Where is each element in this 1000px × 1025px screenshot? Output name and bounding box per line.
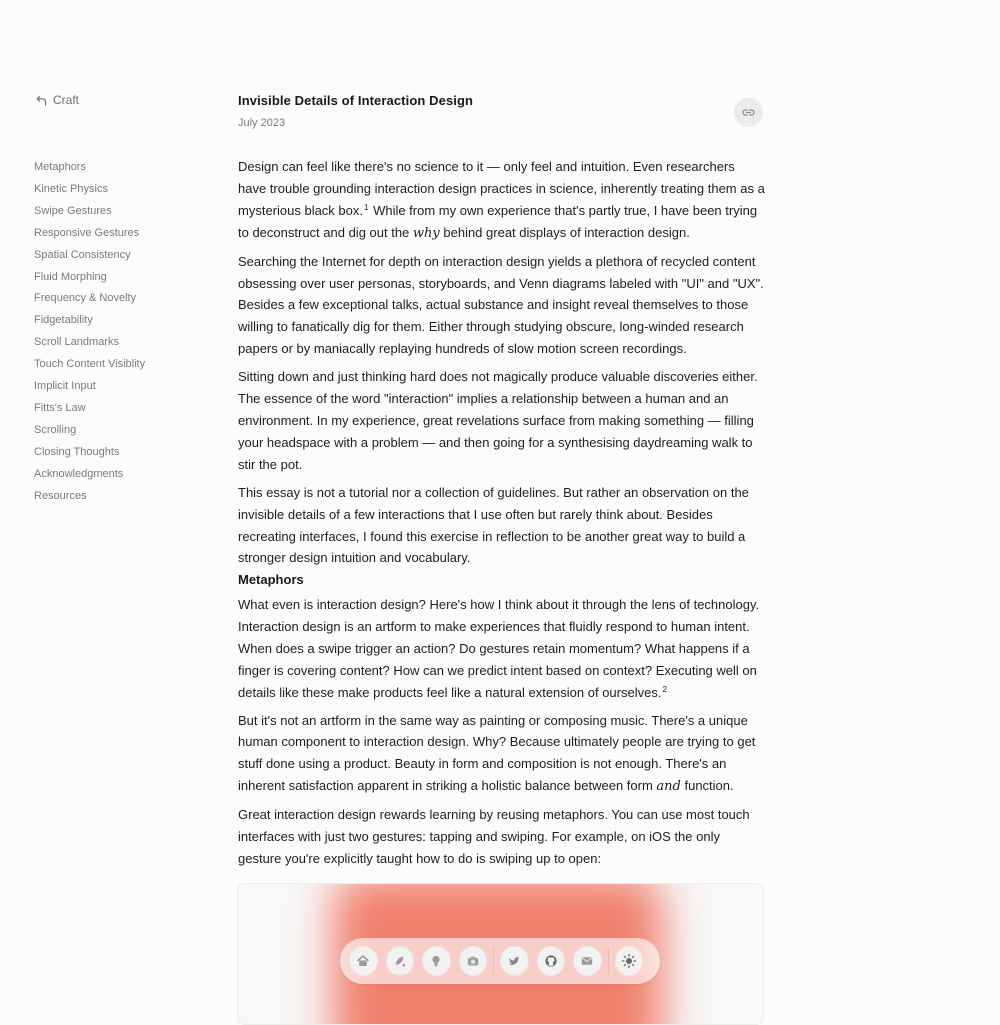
dock-home-button[interactable] [349,946,378,976]
lightbulb-icon [429,954,443,968]
back-link-craft[interactable] [36,93,79,107]
toc-item-swipe-gestures[interactable]: Swipe Gestures [34,204,112,217]
dock-separator [493,948,494,974]
return-arrow-icon [36,95,47,106]
intro-p1-text-b: While from my own experience that's partly true, I have been trying to deconstruct and dig out the [238,202,758,240]
intro-paragraph-2: Searching the Internet for depth on interaction design yields a plethora of recycled content obsessing over user personas, storyboards, and Venn diagrams labeled with "UI" and "UX". Besides a few exceptional talks, actual substance and insight reveal themselves to those willing to fanatically dig for them. Either through studying obscure, long-winded research papers or by maniacally replaying hundreds of slow motion screen recordings. [238,253,764,357]
github-icon [544,954,558,968]
intro-p1-text-c: behind great displays of interaction design. [439,224,690,240]
intro-paragraph-1 [238,156,765,245]
intro-p1-emphasis: why [412,225,440,241]
dock-theme-toggle[interactable] [615,946,644,976]
back-link-label: Craft [53,93,80,107]
metaphors-paragraph-1 [238,594,765,704]
dock-writing-button[interactable] [386,946,415,976]
pen-icon [393,954,407,968]
toc-item-implicit-input[interactable]: Implicit Input [34,380,96,393]
toc-item-frequency-novelty[interactable]: Frequency & Novelty [34,292,137,305]
dock-bar [340,938,660,984]
page-title: Invisible Details of Interaction Design [238,93,474,108]
toc-item-scrolling[interactable]: Scrolling [34,423,77,436]
metaphors-p2-text-a: But it's not an artform in the same way as painting or composing music. There's a unique human component to interaction design. Why? Because ultimately people are trying to get stuff done using a product. Beauty in form and composition is not enough. There's an inherent satisfaction apparent in striking a holistic balance between form [238,712,756,794]
toc-item-touch-content-visibility[interactable]: Touch Content Visiblity [34,358,146,371]
metaphors-paragraph-2 [238,710,765,799]
section-heading-metaphors: Metaphors [238,572,304,587]
toc-item-fluid-morphing[interactable]: Fluid Morphing [34,270,107,283]
footnote-ref-1[interactable]: 1 [364,202,369,212]
link-icon [741,105,756,120]
intro-paragraph-4: This essay is not a tutorial nor a collection of guidelines. But rather an observation on the invisible details of a few interactions that I use often but rarely think about. Besides recreating interfaces, I found this exercise in reflection to be another great way to build a stronger design intuition and vocabulary. [238,484,749,566]
dock-email-button[interactable] [573,946,602,976]
toc-item-acknowledgments[interactable]: Acknowledgments [34,467,124,480]
intro-p1-text-a: Design can feel like there's no science to it — only feel and intuition. Even researchers have trouble grounding interaction design practices in science, inherently treating them as a mysterious black box. [238,159,765,218]
metaphors-section [238,594,765,876]
dock-github-button[interactable] [537,946,566,976]
dock-photos-button[interactable] [459,946,488,976]
dock-twitter-button[interactable] [500,946,529,976]
demo-card [237,883,764,1025]
table-of-contents [34,157,145,508]
dock-separator-2 [608,948,609,974]
home-icon [356,954,370,968]
toc-item-fitts-law[interactable]: Fitts's Law [34,401,86,414]
toc-item-resources[interactable]: Resources [34,489,87,502]
article-intro [238,156,765,575]
article-header [238,90,763,133]
mail-icon [580,954,594,968]
copy-link-button[interactable] [734,98,763,127]
toc-item-responsive-gestures[interactable]: Responsive Gestures [34,226,140,239]
metaphors-p2-text-b: function. [680,778,734,794]
sun-icon [621,953,637,969]
publish-date: July 2023 [238,117,286,129]
dock-ideas-button[interactable] [422,946,451,976]
footnote-ref-2[interactable]: 2 [662,684,667,694]
toc-item-closing-thoughts[interactable]: Closing Thoughts [34,445,120,458]
intro-paragraph-3: Sitting down and just thinking hard does not magically produce valuable discoveries either. The essence of the word "interaction" implies a relationship between a human and an environment. In my experience, great revelations surface from making something — filling your headspace with a problem — and then going for a synthesising daydreaming walk to stir the pot. [238,369,758,472]
metaphors-p1-text: What even is interaction design? Here's how I think about it through the lens of technology. Interaction design is an artform to make experiences that fluidly respond to human intent. When does a swipe trigger an action? Do gestures retain momentum? What happens if a finger is covering content? How can we predict intent based on context? Executing well on details like these make products feel like a natural extension of ourselves. [238,597,760,700]
twitter-icon [507,954,521,968]
toc-item-kinetic-physics[interactable]: Kinetic Physics [34,182,108,195]
metaphors-p2-emphasis: and [656,779,681,795]
toc-item-metaphors[interactable]: Metaphors [34,161,86,173]
toc-item-spatial-consistency[interactable]: Spatial Consistency [34,248,131,261]
toc-item-fidgetability[interactable]: Fidgetability [34,314,93,327]
metaphors-paragraph-3: Great interaction design rewards learning by reusing metaphors. You can use most touch interfaces with just two gestures: tapping and swiping. For example, on iOS the only gesture you're explicitly taught how to do is swiping up to open: [238,807,750,866]
camera-icon [466,954,480,968]
toc-item-scroll-landmarks[interactable]: Scroll Landmarks [34,336,119,349]
